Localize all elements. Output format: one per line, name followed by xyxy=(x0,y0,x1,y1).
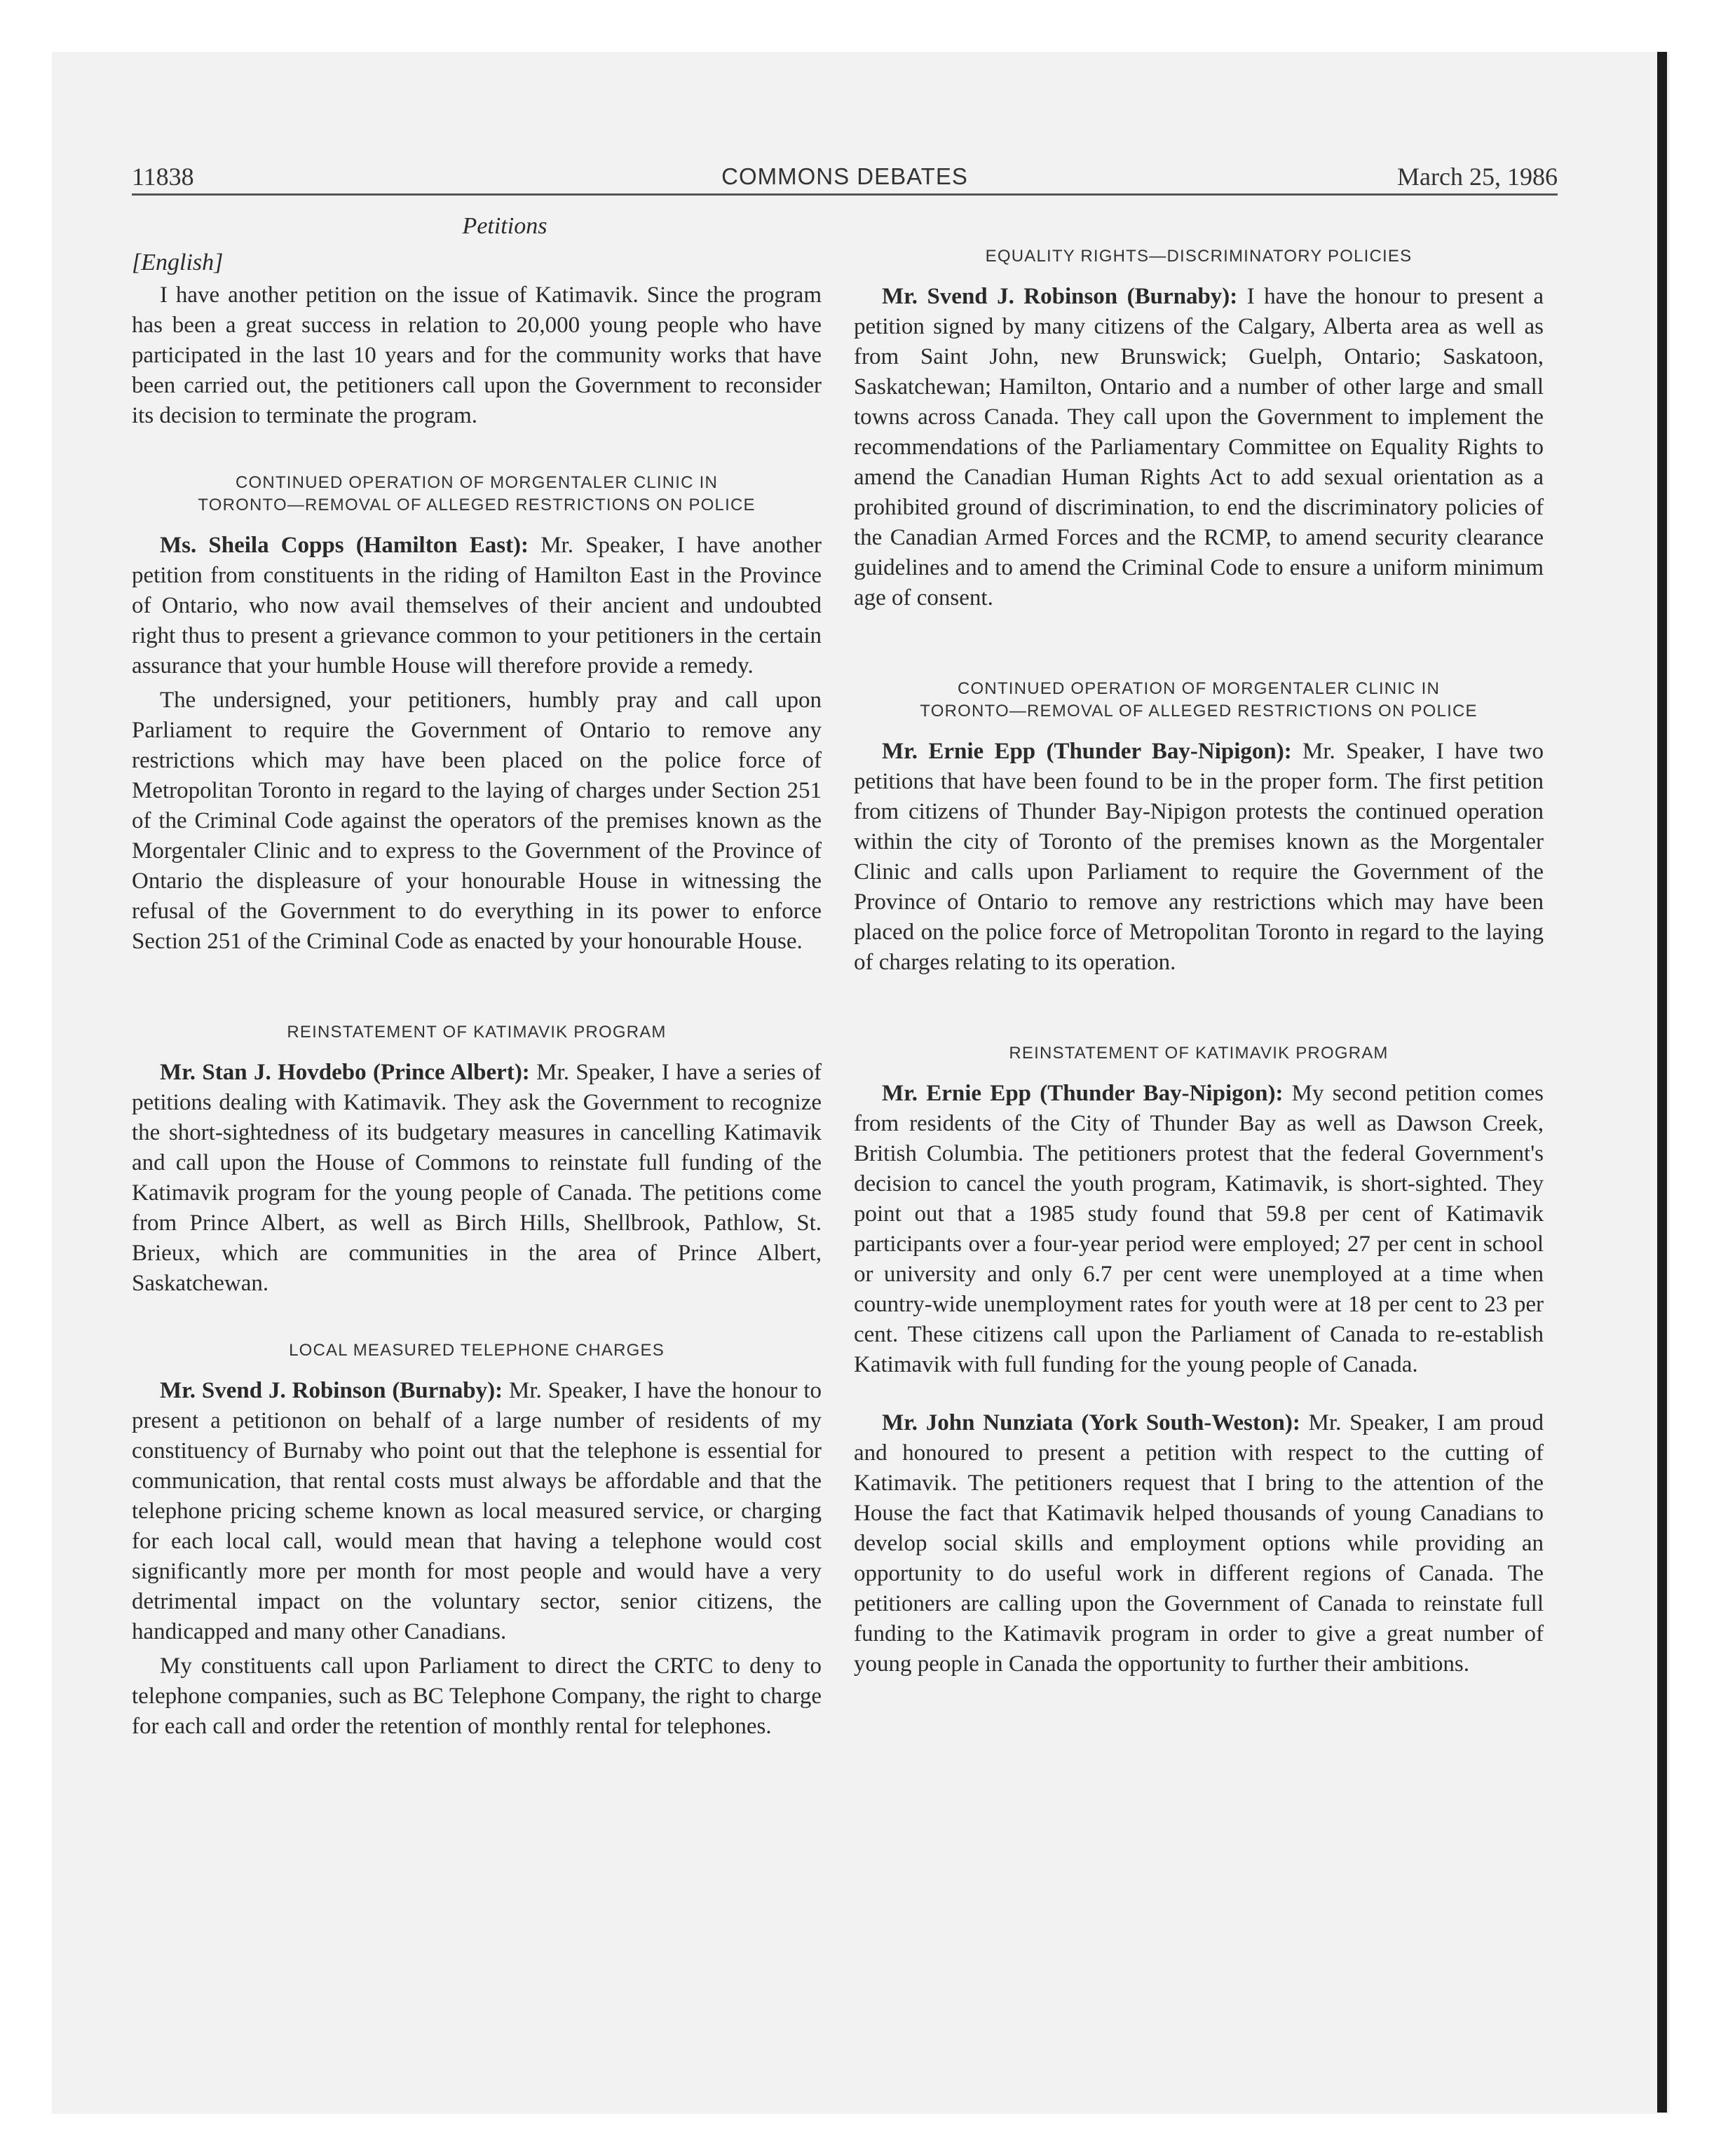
speaker-name: Mr. Stan J. Hovdebo (Prince Albert): xyxy=(160,1060,530,1085)
speaker-name: Mr. John Nunziata (York South-Weston): xyxy=(882,1410,1300,1435)
page-number: 11838 xyxy=(132,163,194,191)
heading-line-1: CONTINUED OPERATION OF MORGENTALER CLINIC IN xyxy=(236,473,718,492)
left-column xyxy=(132,210,822,1742)
speech-text: My second petition comes from residents of the City of Thunder Bay as well as Dawson Creek, British Columbia. The petitioners protest that the federal Government's decision to cancel the youth program, Katimavik, is short-sighted. They point out that a 1985 study found that 59.8 per cent of Katimavik participants over a four-year period were employed; 27 per cent in school or university and only 6.7 per cent were unemployed at a time when country-wide unemployment rates for youth were at 18 per cent to 23 per cent. These citizens call upon the Parliament of Canada to re-establish Katimavik with full funding for the young people of Canada. xyxy=(854,1081,1544,1377)
hovdebo-speech xyxy=(132,1058,822,1299)
speaker-name: Mr. Svend J. Robinson (Burnaby): xyxy=(160,1378,503,1403)
robinson-telephone-speech xyxy=(132,1376,822,1647)
speech-text: I have the honour to present a petition signed by many citizens of the Calgary, Alberta area as well as from Saint John, new Brunswick; Guelph, Ontario; Saskatoon, Saskatchewan; Hamilton, Ontario and a number of other large and small towns across Canada. They call upon the Government to implement the recommendations of the Parliamentary Committee on Equality Rights to amend the Canadian Human Rights Act to add sexual orientation as a prohibited ground of discrimination, to end the discriminatory policies of the Canadian Armed Forces and the RCMP, to amend security clearance guidelines and to amend the Criminal Code to ensure a uniform minimum age of consent. xyxy=(854,284,1544,610)
section-heading-morgentaler xyxy=(132,472,822,517)
speech-text: Mr. Speaker, I have two petitions that have been found to be in the proper form. The first petition from citizens of Thunder Bay-Nipigon protests the continued operation within the city of Toronto of the premises known as the Morgentaler Clinic and calls upon Parliament to require the Government of the Province of Ontario to remove any restrictions which may have been placed on the police force of Metropolitan Toronto in regard to the laying of charges relating to its operation. xyxy=(854,739,1544,975)
robinson-telephone-petition: My constituents call upon Parliament to direct the CRTC to deny to telephone companies, such as BC Telephone Company, the right to charge for each call and order the retention of monthly rental for telephones. xyxy=(132,1653,822,1739)
robinson-equality-speech xyxy=(854,282,1544,613)
speaker-name: Ms. Sheila Copps (Hamilton East): xyxy=(160,533,529,558)
speaker-name: Mr. Svend J. Robinson (Burnaby): xyxy=(882,284,1238,309)
speech-text: Mr. Speaker, I have a series of petitions dealing with Katimavik. They ask the Government to recognize the short-sightedness of its budgetary measures in cancelling Katimavik and call upon the House of Commons to reinstate full funding of the Katimavik program for the young people of Canada. The petitions come from Prince Albert, as well as Birch Hills, Shellbrook, Pathlow, St. Brieux, which are communities in the area of Prince Albert, Saskatchewan. xyxy=(132,1060,822,1296)
epp-morgentaler-speech xyxy=(854,737,1544,978)
section-heading-telephone: LOCAL MEASURED TELEPHONE CHARGES xyxy=(289,1341,665,1360)
katimavik-paragraph: I have another petition on the issue of Katimavik. Since the program has been a great success in relation to 20,000 young people who have participated in the last 10 years and for the community works that have been carried out, the petitioners call upon the Government to reconsider its decision to terminate the program. xyxy=(132,282,822,428)
section-heading-katimavik: REINSTATEMENT OF KATIMAVIK PROGRAM xyxy=(287,1023,667,1042)
speaker-name: Mr. Ernie Epp (Thunder Bay-Nipigon): xyxy=(882,739,1292,764)
publication-title: COMMONS DEBATES xyxy=(721,163,968,189)
speaker-name: Mr. Ernie Epp (Thunder Bay-Nipigon): xyxy=(882,1081,1284,1106)
epp-katimavik-speech xyxy=(854,1079,1544,1380)
copps-petition-text: The undersigned, your petitioners, humbly pray and call upon Parliament to require the Government of Ontario to remove any restrictions which may have been placed on the police force of Metropolitan Toronto in regard to the laying of charges under Section 251 of the Criminal Code against the operators of the premises known as the Morgentaler Clinic and to express to the Government of the Province of Ontario the displeasure of your honourable House in witnessing the refusal of the Government to do everything in its power to enforce Section 251 of the Criminal Code as enacted by your honourable House. xyxy=(132,688,822,954)
header-rule xyxy=(132,193,1558,196)
section-heading-katimavik: REINSTATEMENT OF KATIMAVIK PROGRAM xyxy=(1009,1044,1389,1063)
running-head: Petitions xyxy=(462,213,547,239)
speech-text: Mr. Speaker, I have another petition from constituents in the riding of Hamilton East in the Province of Ontario, who now avail themselves of their ancient and undoubted right thus to present a grievance common to your petitioners in the certain assurance that your humble House will therefore provide a remedy. xyxy=(132,533,822,678)
nunziata-speech xyxy=(854,1408,1544,1679)
section-heading-morgentaler xyxy=(854,678,1544,723)
section-heading-equality: EQUALITY RIGHTS—DISCRIMINATORY POLICIES xyxy=(985,247,1413,266)
scan-edge xyxy=(1657,52,1667,2113)
issue-date: March 25, 1986 xyxy=(1397,163,1558,191)
right-column xyxy=(854,210,1544,1679)
copps-speech xyxy=(132,531,822,681)
language-tag: [English] xyxy=(132,250,224,275)
heading-line-1: CONTINUED OPERATION OF MORGENTALER CLINIC IN xyxy=(958,679,1440,698)
heading-line-2: TORONTO—REMOVAL OF ALLEGED RESTRICTIONS ON POLICE xyxy=(198,496,756,514)
speech-text: Mr. Speaker, I have the honour to present a petitionon on behalf of a large number of residents of my constituency of Burnaby who point out that the telephone is essential for communication, that rental costs must always be affordable and that the telephone pricing scheme known as local measured service, or charging for each local call, would mean that having a telephone would cost significantly more per month for most people and would have a very detrimental impact on the voluntary sector, senior citizens, the handicapped and many other Canadians. xyxy=(132,1378,822,1644)
heading-line-2: TORONTO—REMOVAL OF ALLEGED RESTRICTIONS ON POLICE xyxy=(920,702,1478,721)
speech-text: Mr. Speaker, I am proud and honoured to present a petition with respect to the cutting of Katimavik. The petitioners request that I bring to the attention of the House the fact that Katimavik helped thousands of young Canadians to develop social skills and employment options while providing an opportunity to do useful work in different regions of Canada. The petitioners are calling upon the Government of Canada to reinstate full funding to the Katimavik program in order to give a great number of young people in Canada the opportunity to further their ambitions. xyxy=(854,1410,1544,1677)
